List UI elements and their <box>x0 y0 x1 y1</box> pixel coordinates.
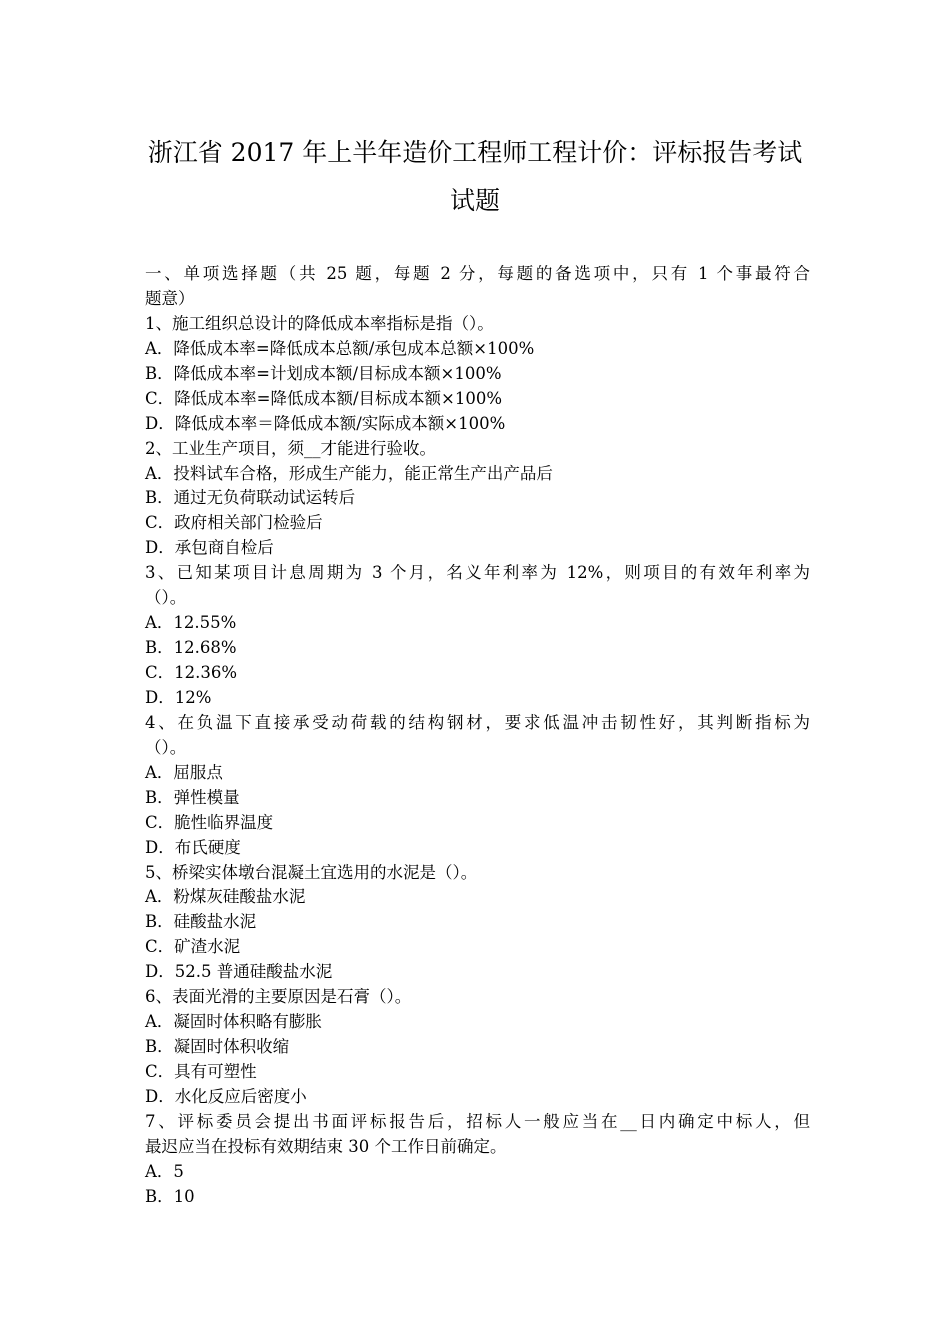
question-3-option-b: B．12.68% <box>145 638 237 658</box>
question-5-option-a: A．粉煤灰硅酸盐水泥 <box>145 887 306 907</box>
question-1-option-c: C．降低成本率=降低成本额/目标成本额×100% <box>145 388 503 408</box>
question-2-option-a: A．投料试车合格，形成生产能力，能正常生产出产品后 <box>145 463 553 483</box>
question-7: 7、评标委员会提出书面评标报告后，招标人一般应当在__日内确定中标人，但 <box>145 1111 810 1131</box>
question-2-option-c: C．政府相关部门检验后 <box>145 513 323 533</box>
question-6-option-a: A．凝固时体积略有膨胀 <box>145 1012 322 1032</box>
question-3-continued: （）。 <box>145 588 187 608</box>
question-1-option-b: B．降低成本率=计划成本额/目标成本额×100% <box>145 363 502 383</box>
question-5-option-b: B．硅酸盐水泥 <box>145 912 257 932</box>
question-2: 2、工业生产项目，须__才能进行验收。 <box>145 438 436 458</box>
document-title-line-2: 试题 <box>449 186 500 215</box>
question-6-option-d: D．水化反应后密度小 <box>145 1086 307 1106</box>
question-3-option-a: A．12.55% <box>145 613 237 633</box>
question-4-option-a: A．屈服点 <box>145 762 223 782</box>
question-6-option-b: B．凝固时体积收缩 <box>145 1037 290 1057</box>
document-title-line-1: 浙江省 2017 年上半年造价工程师工程计价：评标报告考试 <box>147 138 803 167</box>
section-heading: 一、单项选择题（共 25 题，每题 2 分，每题的备选项中，只有 1 个事最符合 <box>145 264 810 283</box>
question-1: 1、施工组织总设计的降低成本率指标是指（）。 <box>145 313 494 333</box>
question-3-option-c: C．12.36% <box>145 663 238 682</box>
question-5-option-c: C．矿渣水泥 <box>145 937 241 957</box>
question-1-option-d: D．降低成本率＝降低成本额/实际成本额×100% <box>145 413 506 433</box>
question-6-option-c: C．具有可塑性 <box>145 1062 257 1081</box>
question-4-option-b: B．弹性模量 <box>145 787 240 807</box>
question-3-option-d: D．12% <box>145 687 212 707</box>
question-3: 3、已知某项目计息周期为 3 个月，名义年利率为 12%，则项目的有效年利率为 <box>145 563 810 583</box>
question-4-option-d: D．布氏硬度 <box>145 837 241 857</box>
question-7-option-a: A．5 <box>145 1161 184 1181</box>
section-heading-continued: 题意） <box>145 288 195 308</box>
question-1-option-a: A．降低成本率=降低成本总额/承包成本总额×100% <box>145 338 535 358</box>
document-body <box>145 262 810 1210</box>
question-2-option-d: D．承包商自检后 <box>145 538 274 558</box>
question-4-option-c: C．脆性临界温度 <box>145 812 274 832</box>
question-4: 4、在负温下直接承受动荷载的结构钢材，要求低温冲击韧性好，其判断指标为 <box>145 712 810 732</box>
question-5: 5、桥梁实体墩台混凝土宜选用的水泥是（）。 <box>145 862 478 882</box>
question-7-continued: 最迟应当在投标有效期结束 30 个工作日前确定。 <box>145 1136 507 1156</box>
question-4-continued: （）。 <box>145 737 187 757</box>
question-5-option-d: D．52.5 普通硅酸盐水泥 <box>145 962 333 982</box>
question-2-option-b: B．通过无负荷联动试运转后 <box>145 488 356 508</box>
question-7-option-b: B．10 <box>145 1186 195 1206</box>
question-6: 6、表面光滑的主要原因是石膏（）。 <box>145 987 412 1007</box>
